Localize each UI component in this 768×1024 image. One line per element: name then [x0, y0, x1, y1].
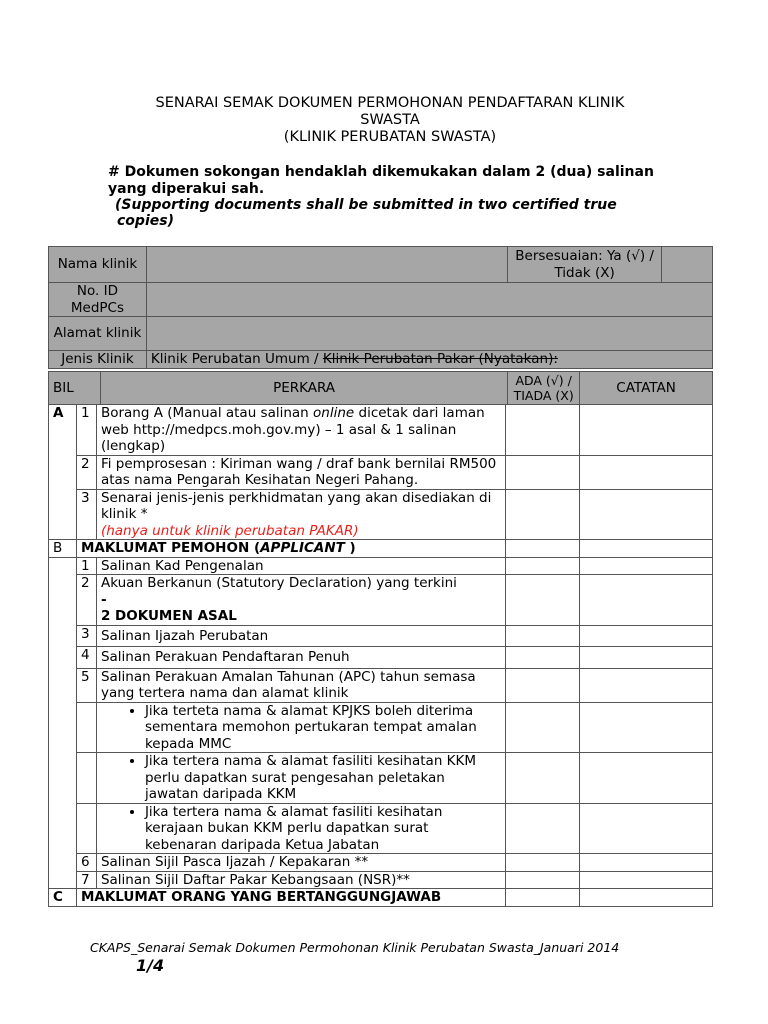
document-title: [60, 95, 720, 146]
catatan-cell[interactable]: [580, 753, 713, 804]
table-row: [49, 803, 713, 854]
title-line-3: (KLINIK PERUBATAN SWASTA): [283, 129, 497, 145]
title-line-2: SWASTA: [360, 112, 420, 128]
ada-cell[interactable]: [506, 668, 580, 702]
row-text-dash: -: [100, 591, 107, 608]
note-ms-line-2: yang diperakui sah.: [108, 181, 265, 197]
no-id-label: No. ID MedPCs: [49, 283, 147, 317]
row-text: Salinan Perakuan Pendaftaran Penuh: [96, 647, 505, 669]
row-bullet: [96, 753, 505, 804]
row-text: [96, 405, 505, 456]
row-no: 1: [76, 557, 96, 575]
catatan-cell[interactable]: [580, 854, 713, 872]
perkara-header: PERKARA: [100, 372, 507, 405]
row-text: Salinan Ijazah Perubatan: [96, 625, 505, 647]
bil-header: BIL: [49, 372, 101, 405]
row-text: Fi pemprosesan : Kiriman wang / draf bank bernilai RM500 atas nama Pengarah Kesihatan Negeri Pahang.: [96, 455, 505, 489]
ada-cell[interactable]: [506, 557, 580, 575]
row-text-post: dicetak dari laman web http://medpcs.moh.gov.my) – 1 asal & 1 salinan (lengkap): [100, 405, 485, 454]
section-b-spacer: [49, 557, 77, 889]
supporting-note-english: [115, 197, 675, 229]
section-b-heading-post: ): [344, 540, 356, 556]
checklist-header: [48, 371, 713, 405]
row-no: 1: [76, 405, 96, 456]
catatan-cell[interactable]: [580, 803, 713, 854]
row-text: [96, 575, 505, 626]
table-row: [49, 455, 713, 489]
note-en-line-1: (Supporting documents shall be submitted in two certified true: [115, 197, 617, 213]
row-no: 7: [76, 871, 96, 889]
section-c-heading: MAKLUMAT ORANG YANG BERTANGGUNGJAWAB: [76, 889, 505, 907]
jenis-klinik-strike: Klinik Perubatan Pakar (Nyatakan):: [322, 351, 558, 368]
catatan-cell[interactable]: [580, 647, 713, 669]
table-row: [49, 625, 713, 647]
jenis-klinik-value: Klinik Perubatan Umum /: [150, 351, 323, 368]
table-row: [49, 575, 713, 626]
ada-cell[interactable]: [506, 540, 580, 558]
no-id-field[interactable]: [146, 283, 712, 317]
row-no: [76, 803, 96, 854]
row-text-italic: online: [313, 405, 355, 421]
ada-cell[interactable]: [506, 803, 580, 854]
table-row: [49, 871, 713, 889]
nama-klinik-label: Nama klinik: [49, 247, 147, 283]
jenis-klinik-label: Jenis Klinik: [49, 351, 147, 369]
section-a-letter: A: [49, 405, 77, 540]
section-c-letter: C: [49, 889, 77, 907]
catatan-cell[interactable]: [580, 889, 713, 907]
jenis-klinik-field: [146, 351, 712, 369]
catatan-cell[interactable]: [580, 455, 713, 489]
ada-cell[interactable]: [506, 405, 580, 456]
row-text-red: (hanya untuk klinik perubatan PAKAR): [100, 522, 359, 539]
section-b-heading-pre: MAKLUMAT PEMOHON (: [80, 540, 261, 556]
ada-cell[interactable]: [506, 455, 580, 489]
ada-cell[interactable]: [506, 625, 580, 647]
row-text-bold: 2 DOKUMEN ASAL: [100, 608, 237, 624]
row-text: Salinan Sijil Pasca Ijazah / Kepakaran **: [96, 854, 505, 872]
row-no: 4: [76, 647, 96, 669]
table-row: [49, 405, 713, 456]
footer-text: CKAPS_Senarai Semak Dokumen Permohonan Klinik Perubatan Swasta_Januari 2014: [90, 940, 620, 955]
bersesuaian-label: Bersesuaian: Ya (√) / Tidak (X): [508, 247, 662, 283]
ada-cell[interactable]: [506, 871, 580, 889]
row-no: 6: [76, 854, 96, 872]
row-text: Salinan Kad Pengenalan: [96, 557, 505, 575]
checklist-table: [48, 404, 713, 907]
row-text-main: Senarai jenis-jenis perkhidmatan yang akan disediakan di klinik *: [100, 489, 492, 522]
bersesuaian-field[interactable]: [662, 247, 713, 283]
section-b-heading-italic: APPLICANT: [260, 540, 345, 556]
row-no: 2: [76, 575, 96, 626]
table-row: [49, 753, 713, 804]
nama-klinik-field[interactable]: [146, 247, 507, 283]
supporting-note-malay: [108, 164, 668, 198]
table-row: [49, 647, 713, 669]
section-b-heading-row: [49, 540, 713, 558]
section-b-heading: [76, 540, 505, 558]
catatan-cell[interactable]: [580, 405, 713, 456]
ada-header: ADA (√) / TIADA (X): [508, 372, 580, 405]
row-no: [76, 753, 96, 804]
catatan-cell[interactable]: [580, 540, 713, 558]
row-bullet: [96, 702, 505, 753]
bullet-item: • Jika tertera nama & alamat fasiliti kesihatan KKM perlu dapatkan surat pengesahan peletakan jawatan daripada KKM: [145, 753, 501, 803]
section-c-heading-row: [49, 889, 713, 907]
ada-cell[interactable]: [506, 854, 580, 872]
clinic-info-table: [48, 246, 713, 369]
ada-cell[interactable]: [506, 753, 580, 804]
table-row: [49, 854, 713, 872]
ada-cell[interactable]: [506, 647, 580, 669]
catatan-cell[interactable]: [580, 702, 713, 753]
catatan-cell[interactable]: [580, 625, 713, 647]
catatan-cell[interactable]: [580, 489, 713, 540]
row-text: [96, 489, 505, 540]
title-line-1: SENARAI SEMAK DOKUMEN PERMOHONAN PENDAFTARAN KLINIK: [155, 95, 625, 111]
bullet-item: • Jika terteta nama & alamat KPJKS boleh diterima sementara memohon pertukaran tempat amalan kepada MMC: [145, 703, 501, 753]
row-no: 3: [76, 489, 96, 540]
ada-cell[interactable]: [506, 702, 580, 753]
ada-cell[interactable]: [506, 575, 580, 626]
page-number: 1/4: [136, 956, 165, 975]
row-no: 2: [76, 455, 96, 489]
catatan-cell[interactable]: [580, 668, 713, 702]
row-text-pre: Borang A (Manual atau salinan: [100, 405, 314, 421]
row-text-main: Akuan Berkanun (Statutory Declaration) yang terkini: [100, 575, 457, 591]
row-no: 3: [76, 625, 96, 647]
table-row: [49, 668, 713, 702]
ada-cell[interactable]: [506, 889, 580, 907]
row-text: Salinan Sijil Daftar Pakar Kebangsaan (NSR)**: [96, 871, 505, 889]
row-no: [76, 702, 96, 753]
ada-cell[interactable]: [506, 489, 580, 540]
alamat-field[interactable]: [146, 317, 712, 351]
catatan-cell[interactable]: [580, 871, 713, 889]
note-en-line-2: copies): [117, 213, 174, 229]
table-row: [49, 489, 713, 540]
table-row: [49, 702, 713, 753]
row-no: 5: [76, 668, 96, 702]
alamat-label: Alamat klinik: [49, 317, 147, 351]
catatan-header: CATATAN: [580, 372, 713, 405]
catatan-cell[interactable]: [580, 557, 713, 575]
table-row: [49, 557, 713, 575]
row-bullet: [96, 803, 505, 854]
bullet-item: • Jika tertera nama & alamat fasiliti kesihatan kerajaan bukan KKM perlu dapatkan surat kebenaran daripada Ketua Jabatan: [145, 804, 501, 854]
section-b-letter: B: [49, 540, 77, 558]
note-ms-line-1: # Dokumen sokongan hendaklah dikemukakan dalam 2 (dua) salinan: [108, 164, 654, 180]
row-text: Salinan Perakuan Amalan Tahunan (APC) tahun semasa yang tertera nama dan alamat klinik: [96, 668, 505, 702]
catatan-cell[interactable]: [580, 575, 713, 626]
